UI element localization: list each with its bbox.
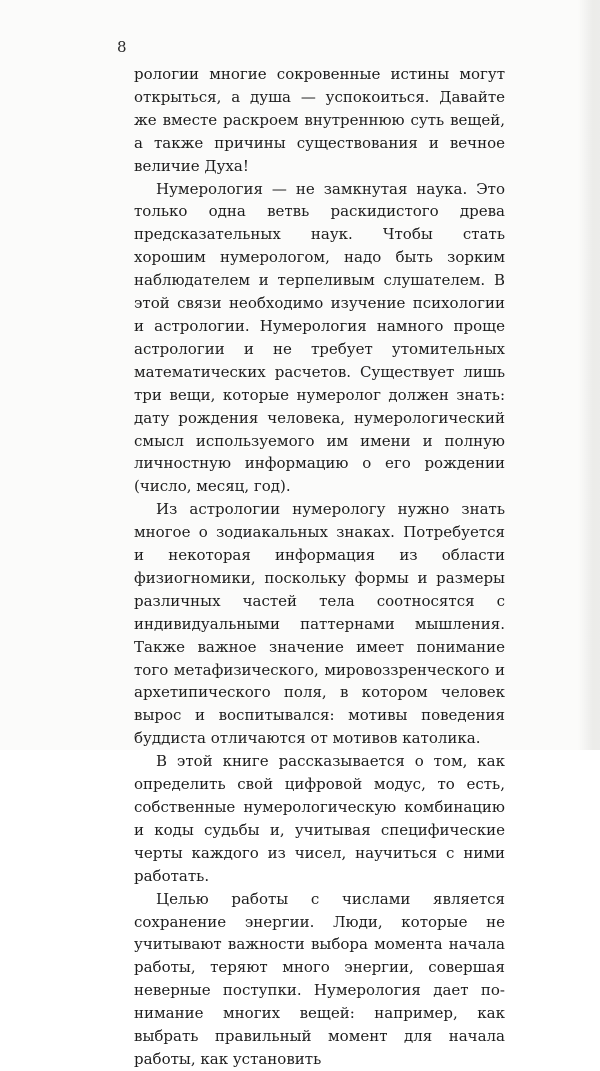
page-edge-shadow bbox=[578, 0, 600, 750]
paragraph-numerology-science: Нумерология — не замкнутая наука. Это только одна ветвь раскидистого древа предсказательных наук. Чтобы стать хорошим нумерологом, надо быть зорким наблюдателем и терпеливым слушателем. В этой связи необходимо изучение психологии и астрологии. Нумерология намного проще астрологии и не требует утомительных математических расчетов. Существует лишь три вещи, которые нумеролог должен знать: дату рождения человека, нумерологический смысл используемого им имени и полную личностную информацию о его рождении (число, месяц, год). bbox=[134, 179, 505, 496]
paragraph-book-purpose: В этой книге рассказывается о том, как определить свой цифровой модус, то есть, собственные нумерологическую комбинацию и коды судьбы и, учитывая специфические черты каждого из чисел, научиться с ними работать. bbox=[134, 752, 505, 885]
paragraph-astrology: Из астрологии нумерологу нужно знать многое о зодиакальных знаках. Потребуется и некоторая информация из области физиогномики, поскольку формы и размеры различных частей тела соотносятся с индивидуальными паттернами мышления. Также важное значение имеет понимание того метафизического, мировоззренческого и архетипического поля, в котором человек вырос и воспитывался: мотивы поведения буддиста отличаются от мотивов католика. bbox=[134, 500, 505, 748]
page-number: 8 bbox=[117, 38, 127, 56]
body-text bbox=[134, 63, 505, 1071]
paragraph-energy: Целью работы с числами является сохранение энергии. Люди, которые не учитывают важности выбора момента начала работы, теряют много энергии, совершая неверные поступки. Нумерология дает понимание многих вещей: например, как выбрать правильный момент для начала работы, как установить bbox=[134, 889, 505, 1068]
paragraph-continuation: рологии многие сокровенные истины могут открыться, а душа — успокоиться. Давайте же вместе раскроем внутреннюю суть вещей, а также причины существования и вечное величие Духа! bbox=[134, 65, 505, 175]
